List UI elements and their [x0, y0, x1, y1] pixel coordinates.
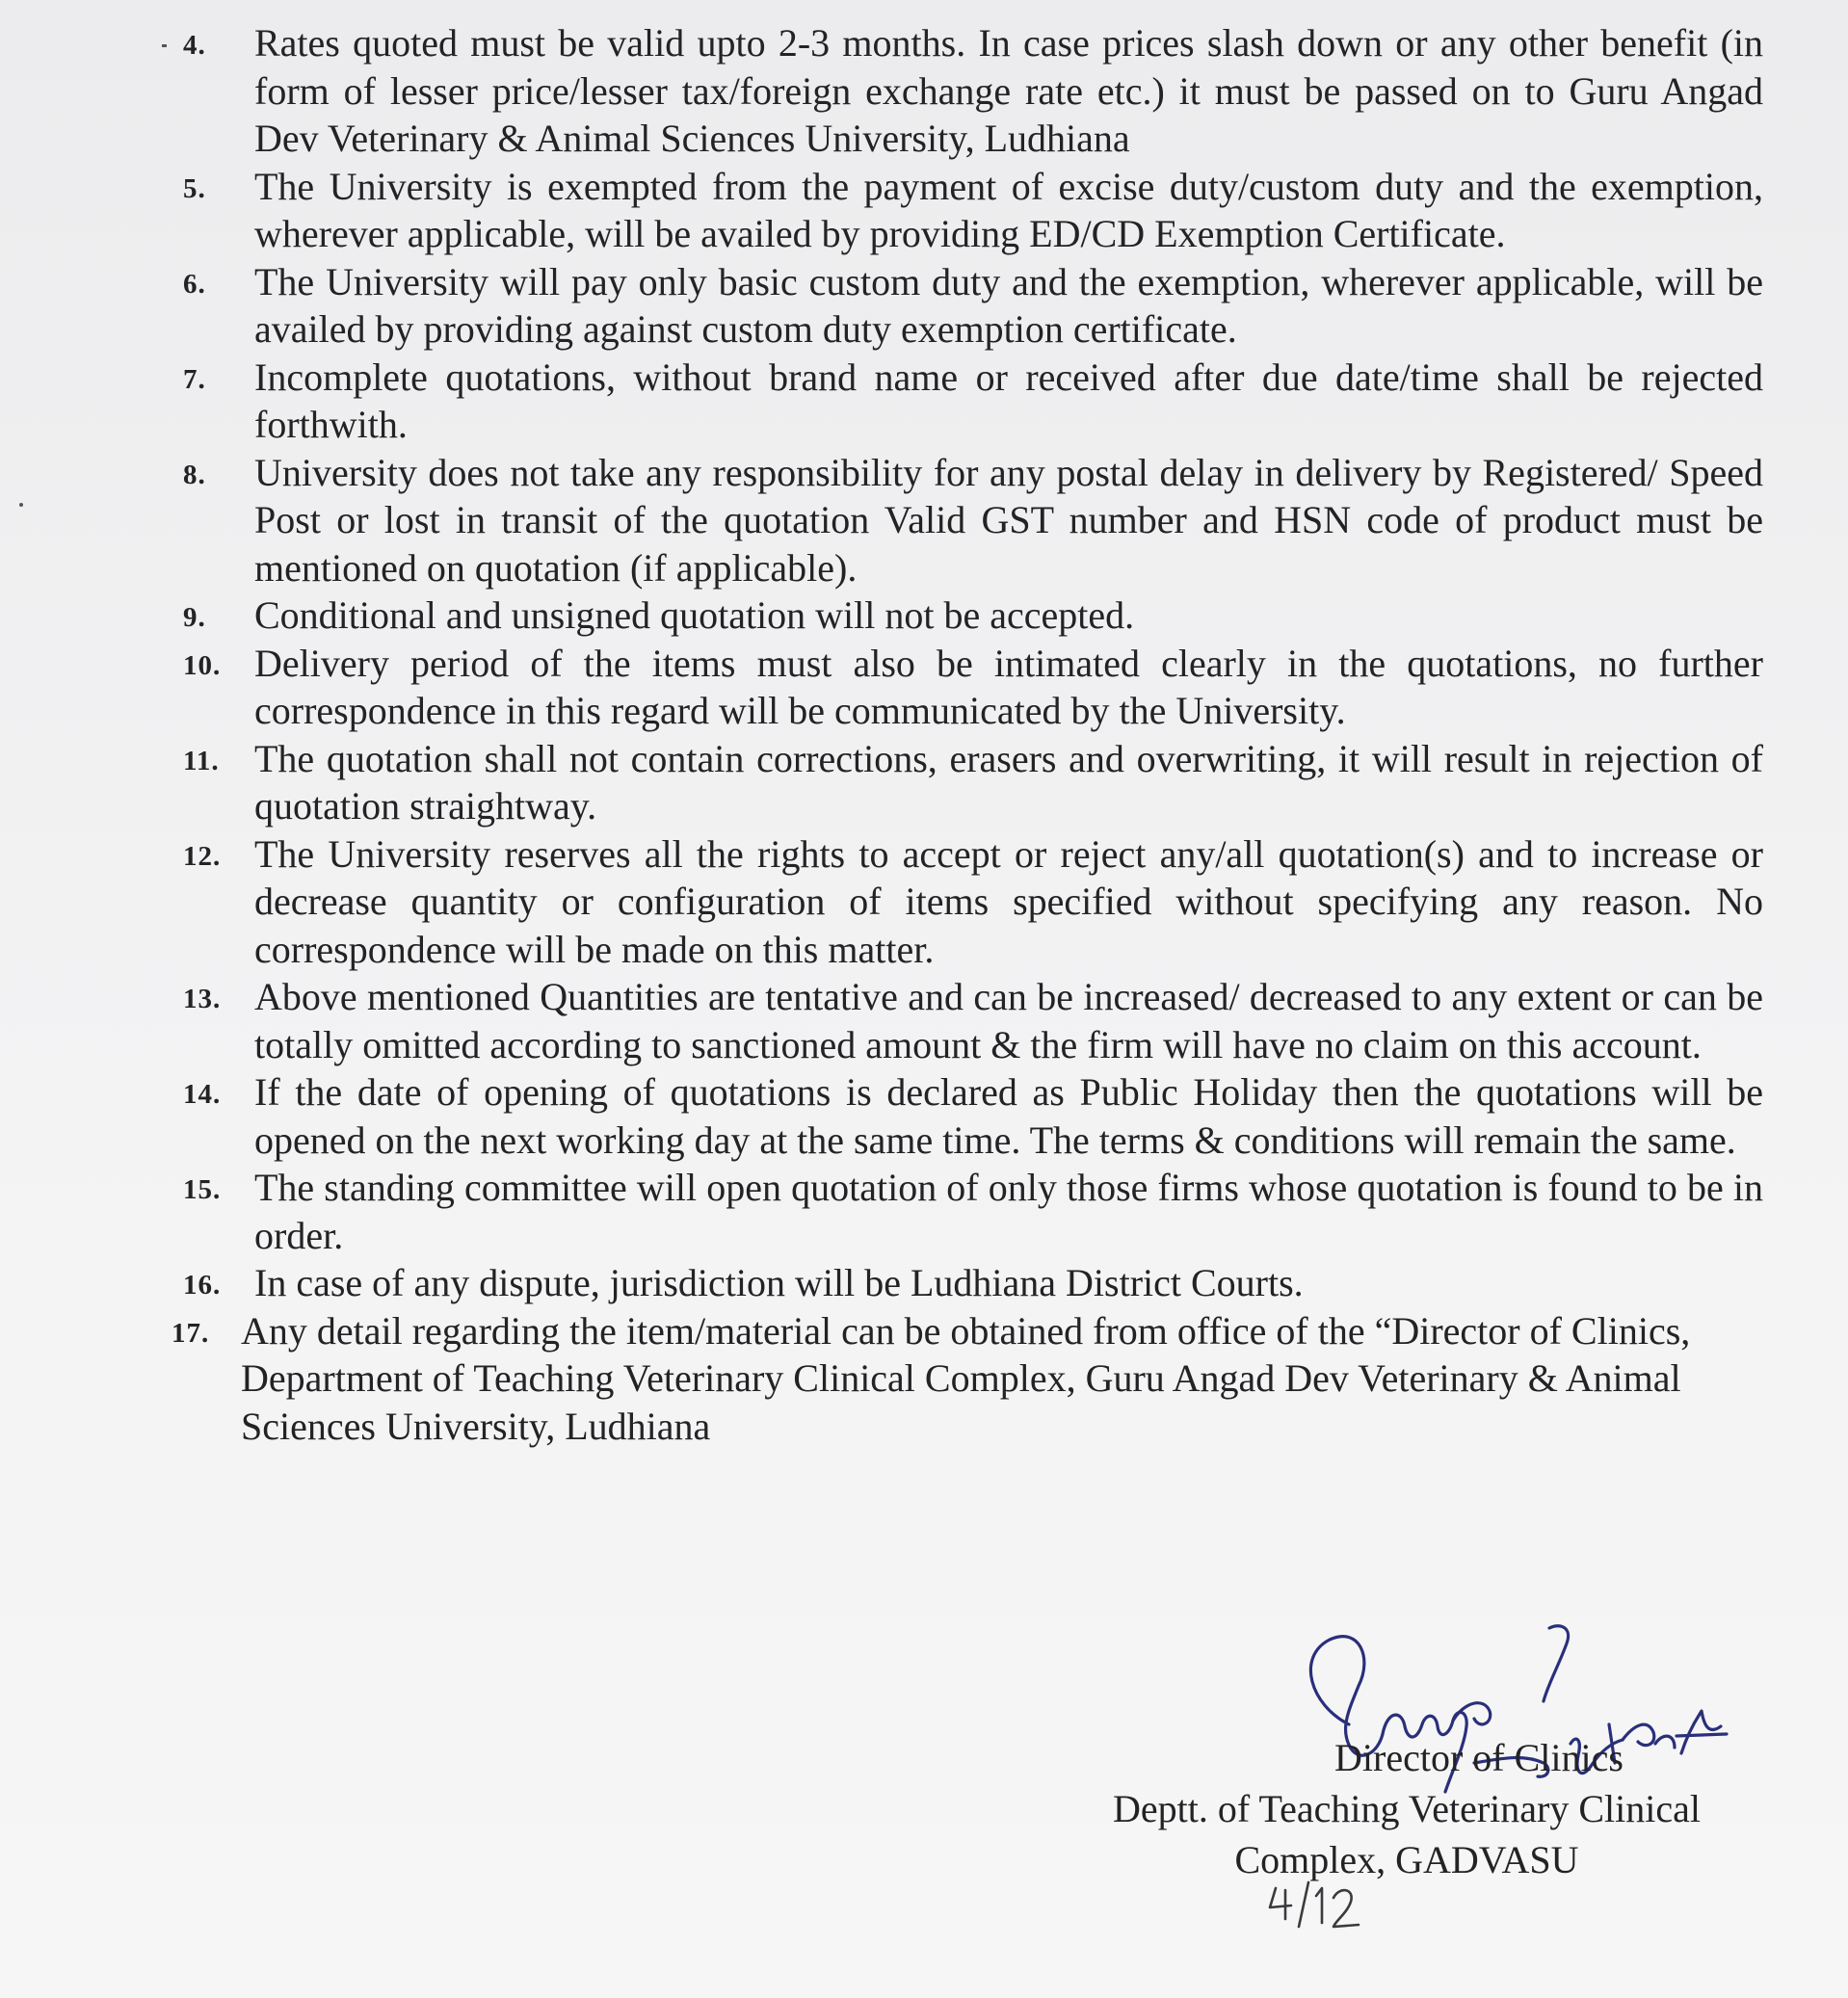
term-text: Delivery period of the items must also be intimated clearly in the quotations, no further correspondence in this regard will be communicated by the University. [254, 641, 1763, 732]
term-item [183, 830, 1763, 974]
term-item [183, 1068, 1763, 1164]
term-text: Conditional and unsigned quotation will not be accepted. [254, 593, 1135, 637]
term-text: The quotation shall not contain corrections, erasers and overwriting, it will result in rejection of quotation straightway. [254, 736, 1763, 828]
initials-date-text: 4/12 [1262, 1932, 1264, 1933]
term-text: The University is exempted from the payment of excise duty/custom duty and the exemption, wherever applicable, will be availed by providing ED/CD Exemption Certificate. [254, 164, 1763, 255]
term-number: 13. [183, 984, 222, 1014]
stray-dot [19, 503, 23, 507]
term-text: In case of any dispute, jurisdiction will be Ludhiana District Courts. [254, 1261, 1304, 1304]
handwritten-initials-date [1262, 1877, 1378, 1934]
term-item [183, 1259, 1763, 1307]
term-item [183, 1164, 1763, 1259]
term-item [172, 1307, 1763, 1451]
term-text: The University reserves all the rights to accept or reject any/all quotation(s) and to increase or decrease quantity or configuration of items specified without specifying any reason. No correspondence will be made on this matter. [254, 831, 1763, 971]
term-number: 4. [183, 30, 206, 61]
term-text: The University will pay only basic custom duty and the exemption, wherever applicable, will be availed by providing against custom duty exemption certificate. [254, 259, 1763, 351]
term-text: Above mentioned Quantities are tentative and can be increased/ decreased to any extent or can be totally omitted according to sanctioned amount & the firm will have no claim on this account. [254, 975, 1763, 1066]
term-item [183, 163, 1763, 258]
term-text: University does not take any responsibility for any postal delay in delivery by Registered/ Speed Post or lost in transit of the quotation Valid GST number and HSN code of product must be mentioned on quotation (if applicable). [254, 450, 1763, 590]
term-number: 6. [183, 268, 206, 300]
term-number: 17. [172, 1317, 210, 1349]
term-number: 16. [183, 1270, 222, 1301]
signatory-department: Deptt. of Teaching Veterinary Clinical [1113, 1787, 1701, 1830]
term-number: 12. [183, 840, 222, 872]
term-text: Incomplete quotations, without brand name or received after due date/time shall be rejected forthwith. [254, 355, 1763, 446]
term-number: 7. [183, 363, 206, 395]
term-number: 10. [183, 649, 222, 681]
signature-date: 9/12/24 [1596, 1782, 1599, 1783]
signatory-block [1060, 1732, 1754, 1885]
term-number: 9. [183, 602, 206, 633]
term-item [183, 19, 1763, 163]
terms-list [172, 19, 1763, 1450]
term-text: Rates quoted must be valid upto 2-3 months. In case prices slash down or any other benefit (in form of lesser price/lesser tax/foreign exchange rate etc.) it must be passed on to Guru Angad Dev Veterinary & Animal Sciences University, Ludhiana [254, 21, 1763, 160]
term-item [183, 354, 1763, 449]
term-text: If the date of opening of quotations is declared as Public Holiday then the quotations will be opened on the next working day at the same time. The terms & conditions will remain the same. [254, 1070, 1763, 1162]
term-item [183, 592, 1763, 640]
stray-mark [162, 44, 167, 47]
term-item [183, 449, 1763, 592]
term-number: 15. [183, 1174, 222, 1205]
term-item [183, 640, 1763, 735]
term-number: 14. [183, 1079, 222, 1110]
term-number: 11. [183, 745, 220, 776]
signatory-organization: Complex, GADVASU [1234, 1838, 1579, 1881]
term-text: The standing committee will open quotation of only those firms whose quotation is found to be in order. [254, 1166, 1763, 1257]
term-number: 8. [183, 459, 206, 490]
term-item [183, 735, 1763, 830]
term-text: Any detail regarding the item/material can be obtained from office of the “Director of Clinics, Department of Teaching Veterinary Clinical Complex, Guru Angad Dev Veterinary & Animal Sciences University, Ludhiana [241, 1308, 1691, 1448]
term-number: 5. [183, 172, 206, 204]
term-item [183, 258, 1763, 354]
signatory-title: Director of Clinics [1334, 1736, 1624, 1779]
term-item [183, 973, 1763, 1068]
